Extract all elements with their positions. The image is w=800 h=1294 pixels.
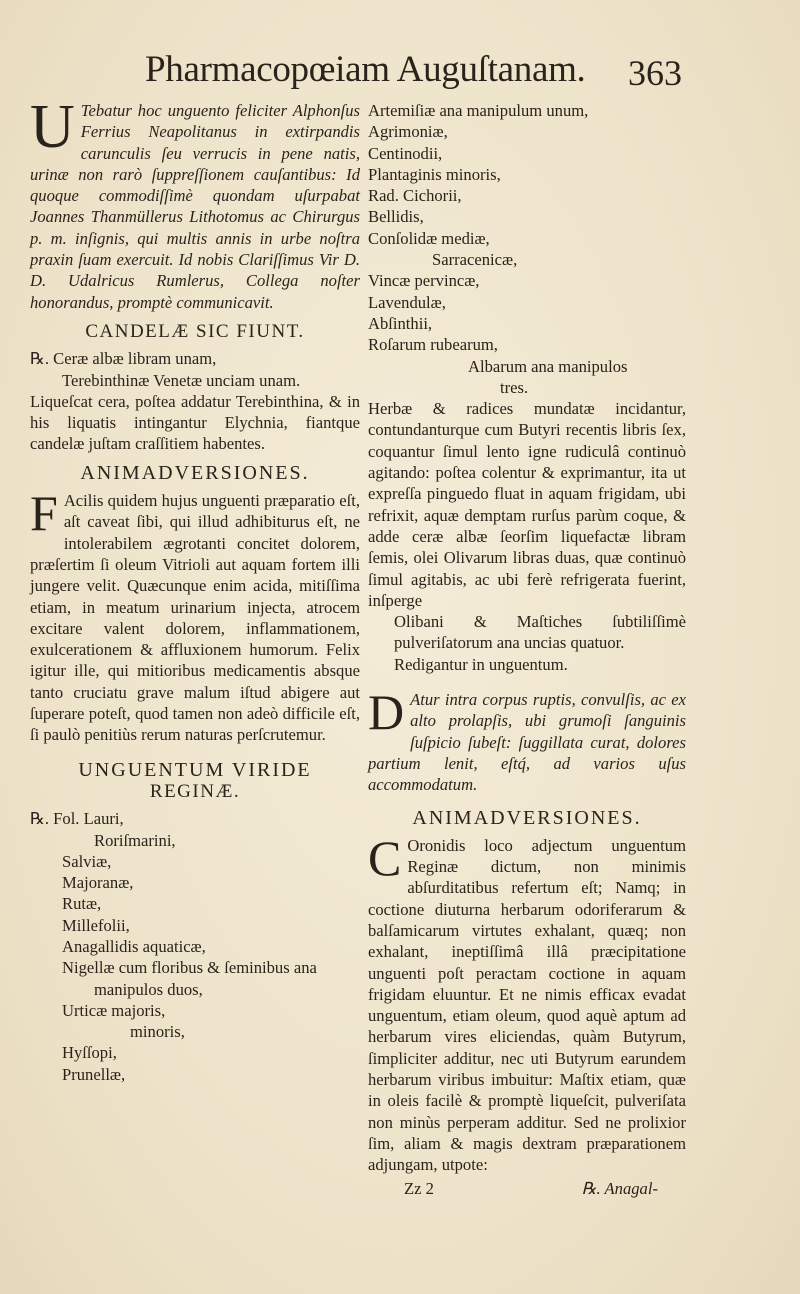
recipe-line: Conſolidæ mediæ,: [368, 228, 490, 248]
recipe-redigantur: Redigantur in unguentum.: [394, 654, 568, 674]
intro-paragraph: [30, 93, 360, 313]
recipe-method: Herbæ & radices mundatæ incidantur, contundanturque cum Butyri recentis libris ſex, coquantur ſimul lento igne rudiculâ continuò agitando: poſtea colentur & exprimantur, ita ut expreſſa pinguedo fluat in aquam frigidam, ubi refrixit, aquæ demptam rurſus parùm coque, & adde ceræ albæ ſeorſim liquefactæ libram ſemis, olei Olivarum libras duas, quæ continuò ſimul agitabis, ac ubi ferè refrigerata fuerint, inſperge: [368, 399, 686, 610]
animadversiones-text: Oronidis loco adjectum unguentum Reginæ dictum, non minimis abſurditatibus refertum eſt; Namq; in coctione diuturna herbarum odoriferarum & balſamicarum virtutes exhalant, quæq; non exhalant, ineptiſſimâ illâ præcipitatione unguenti poſt peractam coctione in aquam frigidam eluuntur. Et ne nimis efficax evadat unguentum, etiam oleum, quod aquè aptum ad herbarum vires eliciendas, quàm Butyrum, ſimpliciter additur, nec uti Butyrum earundem herbarum viribus imbuitur: Maſtix etiam, quæ in oleis facilè & promptè liqueſcit, pulveriſata non minùs perperam additur. Sed ne prolixior ſim, aliam & magis dextram præparationem adjungam, utpote:: [368, 835, 686, 1175]
recipe-line: Prunellæ,: [62, 1064, 126, 1084]
unguentum-recipe-continued: [368, 100, 686, 398]
recipe-line: Lavendulæ,: [368, 292, 446, 312]
unguentum-recipe-list: [30, 808, 360, 1085]
animadversiones-paragraph: [368, 829, 686, 1176]
recipe-line: Albarum ana manipulos: [468, 356, 628, 376]
recipe-line: Rad. Cichorii,: [368, 186, 462, 206]
candelae-recipe: [30, 348, 360, 454]
recipe-line: Sarracenicæ,: [432, 250, 518, 270]
recipe-line: Salviæ,: [62, 851, 112, 871]
animadversiones-paragraph: [30, 485, 360, 746]
recipe-method: Liqueſcat cera, poſtea addatur Terebinthina, & in his liquatis intingantur Elychnia, fiantque candelæ juſtam craſſitiem habentes.: [30, 391, 360, 454]
recipe-line: Hyſſopi,: [62, 1043, 117, 1063]
usage-paragraph: [368, 684, 686, 795]
signature-mark: Zz 2: [404, 1178, 434, 1198]
page-number: 363: [628, 53, 682, 93]
recipe-olibani: Olibani & Maſtiches ſubtiliſſimè pulveriſatorum ana uncias quatuor.: [394, 612, 686, 653]
drop-capital: F: [30, 485, 58, 542]
section-heading-animadversiones: ANIMADVERSIONES.: [80, 461, 310, 484]
section-heading-animadversiones: ANIMADVERSIONES.: [412, 806, 642, 829]
left-column: [30, 93, 360, 1085]
running-title: Pharmacopœiam Auguſtanam.: [145, 49, 586, 90]
section-heading-candelae: CANDELÆ SIC FIUNT.: [85, 320, 305, 342]
section-heading-unguentum: UNGUENTUM VIRIDE: [78, 758, 312, 781]
page-footer: [368, 1178, 686, 1199]
recipe-line: Roriſmarini,: [94, 830, 176, 850]
animadversiones-text: Acilis quidem hujus unguenti præparatio eſt, aſt caveat ſibi, qui illud adhibiturus eſt, ne intolerabilem ægrotanti concitet dolorem, præſertim ſi oleum Vitrioli aut aquam fortem illi jungere velit. Quæcunque enim acida, mitiſſima etiam, in meatum urinarium injecta, atrocem excitare valent dolorem, inflammationem, exulcerationem & affluxionem humorum. Felix igitur ille, qui mitioribus medicamentis absque tanto cruciatu grave malum iſtud abigere aut ſuperare poteſt, quod tamen non adeò difficile eſt, ſi paulò penitiùs rerum naturas perſcrutemur.: [30, 491, 360, 745]
recipe-line: Agrimoniæ,: [368, 122, 448, 142]
drop-capital: C: [368, 829, 402, 886]
recipe-line: Vincæ pervincæ,: [368, 271, 480, 291]
recipe-line: Centinodii,: [368, 143, 443, 163]
recipe-line: minoris,: [130, 1022, 185, 1042]
section-heading-reginae: REGINÆ.: [149, 780, 241, 802]
recipe-line: ℞. Ceræ albæ libram unam,: [30, 349, 217, 369]
recipe-line: Terebinthinæ Venetæ unciam unam.: [62, 370, 301, 390]
recipe-line: Rutæ,: [62, 894, 102, 914]
recipe-line: Nigellæ cum floribus & ſeminibus ana: [62, 958, 317, 978]
recipe-line: Millefolii,: [62, 915, 130, 935]
recipe-line: Abſinthii,: [368, 313, 433, 333]
recipe-line: Roſarum rubearum,: [368, 335, 498, 355]
recipe-line: Majoranæ,: [62, 873, 134, 893]
running-head: [0, 48, 800, 98]
recipe-line: Plantaginis minoris,: [368, 164, 501, 184]
recipe-line: Urticæ majoris,: [62, 1000, 166, 1020]
recipe-line: Bellidis,: [368, 207, 424, 227]
recipe-line: manipulos duos,: [94, 979, 203, 999]
recipe-line: Artemiſiæ ana manipulum unum,: [368, 101, 589, 120]
catchword: ℞. Anagal-: [581, 1178, 658, 1198]
recipe-line: tres.: [500, 377, 529, 397]
drop-capital: D: [368, 684, 405, 741]
intro-text: Tebatur hoc unguento feliciter Alphonſus Ferrius Neapolitanus in extirpandis carunculis ſeu verrucis in pene natis, urinæ non rarò ſuppreſſionem cauſantibus: Id quoque commodiſſimè quondam uſurpabat Joannes Thanmüllerus Lithotomus ac Chirurgus p. m. inſignis, qui multis annis in urbe noſtra praxin ſuam exercuit. Id nobis Clariſſimus Vir D. D. Udalricus Rumlerus, Collega noſter honorandus, promptè communicavit.: [30, 101, 360, 312]
usage-text: Atur intra corpus ruptis, convulſis, ac ex alto prolapſis, ubi grumoſi ſanguinis ſuſpicio ſubeſt: ſuggillata curat, dolores partium lenit, eſtq́, ad varios uſus accommodatum.: [368, 690, 686, 795]
right-column: [368, 100, 686, 1199]
drop-capital: U: [30, 93, 75, 161]
recipe-line: Anagallidis aquaticæ,: [62, 936, 206, 956]
recipe-line: ℞. Fol. Lauri,: [30, 809, 124, 829]
